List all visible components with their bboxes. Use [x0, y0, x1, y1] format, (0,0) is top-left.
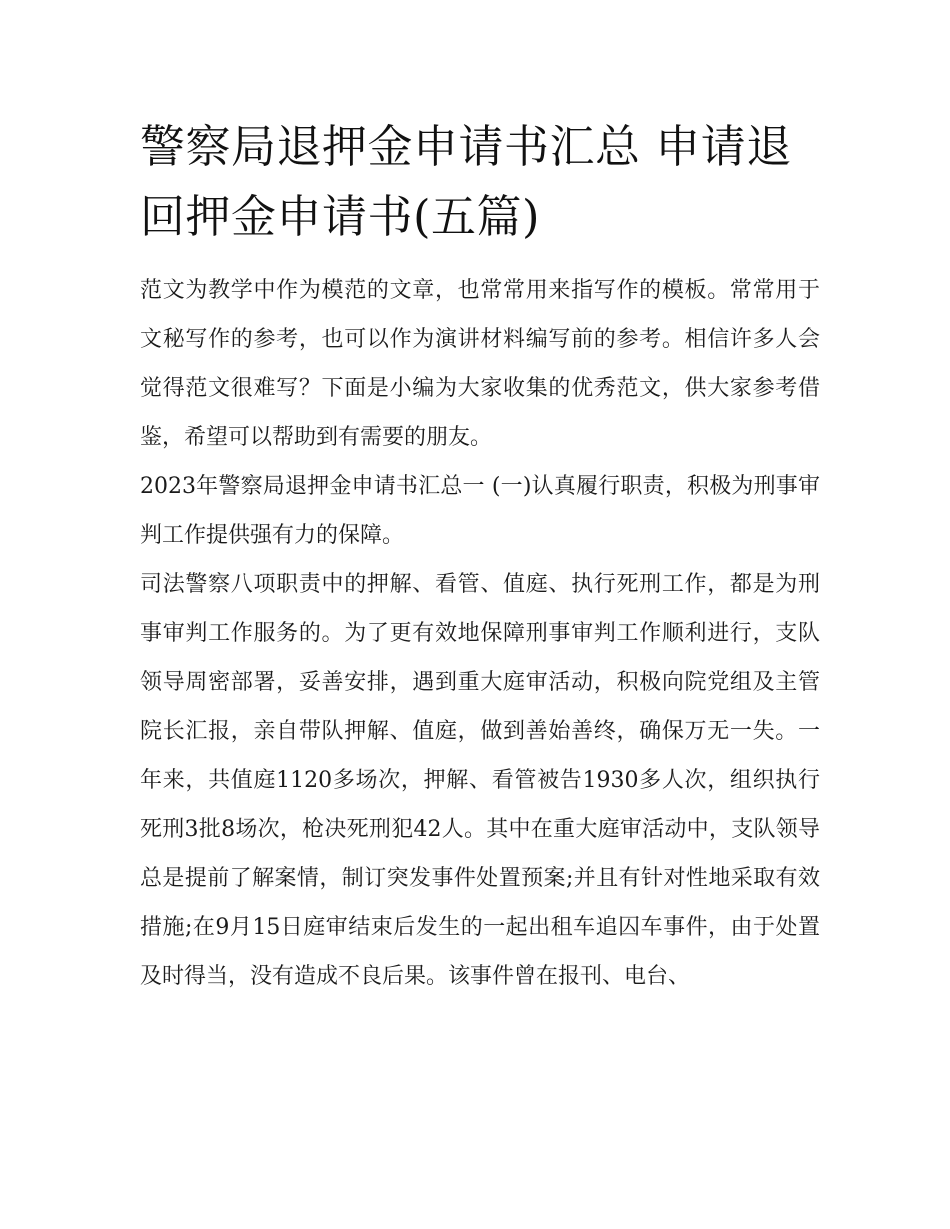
body-paragraph: 司法警察八项职责中的押解、看管、值庭、执行死刑工作，都是为刑事审判工作服务的。为了更有效地保障刑事审判工作顺利进行，支队领导周密部署，妥善安排，遇到重大庭审活动，积极向院党组及主管院长汇报，亲自带队押解、值庭，做到善始善终，确保万无一失。一年来，共值庭1120多场次，押解、看管被告1930多人次，组织执行死刑3批8场次，枪决死刑犯42人。其中在重大庭审活动中，支队领导总是提前了解案情，制订突发事件处置预案;并且有针对性地采取有效措施;在9月15日庭审结束后发生的一起出租车追囚车事件，由于处置及时得当，没有造成不良后果。该事件曾在报刊、电台、 — [140, 572, 820, 989]
intro-paragraph: 范文为教学中作为模范的文章，也常常用来指写作的模板。常常用于文秘写作的参考，也可以作为演讲材料编写前的参考。相信许多人会觉得范文很难写？下面是小编为大家收集的优秀范文，供大家参考借鉴，希望可以帮助到有需要的朋友。 — [140, 278, 820, 450]
document-title: 警察局退押金申请书汇总 申请退回押金申请书(五篇) — [140, 120, 792, 243]
section-heading-paragraph: 2023年警察局退押金申请书汇总一 (一)认真履行职责，积极为刑事审判工作提供强有力的保障。 — [140, 474, 820, 548]
document-page — [140, 112, 820, 1001]
